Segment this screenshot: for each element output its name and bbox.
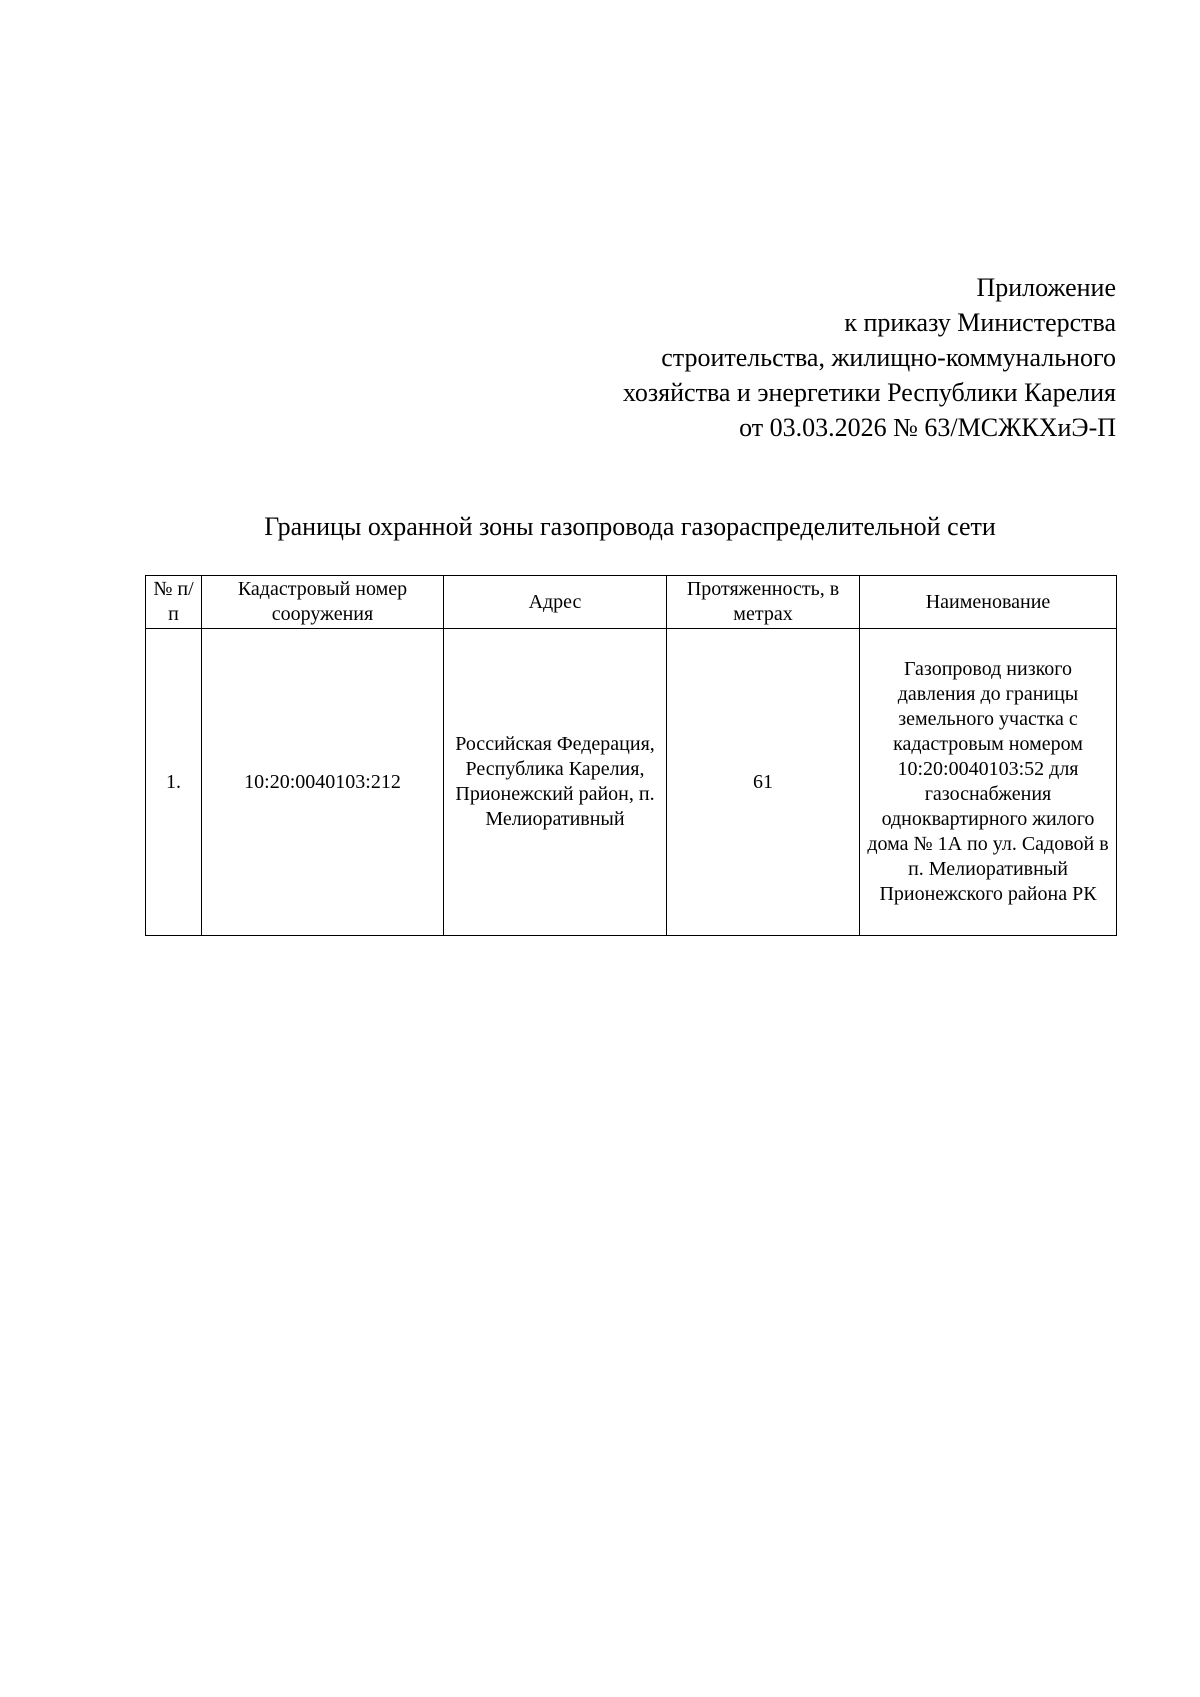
appendix-line: от 03.03.2026 № 63/МСЖКХиЭ-П xyxy=(739,413,1116,442)
appendix-line: к приказу Министерства xyxy=(844,308,1116,337)
cell-address: Российская Федерация, Республика Карелия, Прионежский район, п. Мелиоративный xyxy=(444,629,667,936)
protection-zone-table xyxy=(145,575,1117,936)
column-header-address: Адрес xyxy=(444,576,667,629)
document-title: Границы охранной зоны газопровода газораспределительной сети xyxy=(264,512,996,541)
column-header-cadastral: Кадастровый номер сооружения xyxy=(202,576,444,629)
appendix-line: хозяйства и энергетики Республики Карелия xyxy=(622,378,1116,407)
appendix-line: Приложение xyxy=(976,273,1116,302)
appendix-header xyxy=(623,270,1116,445)
table-header-row xyxy=(146,576,1117,629)
cell-cadastral: 10:20:0040103:212 xyxy=(202,629,444,936)
cell-number: 1. xyxy=(146,629,202,936)
column-header-length: Протяженность, в метрах xyxy=(667,576,860,629)
cell-length: 61 xyxy=(667,629,860,936)
appendix-line: строительства, жилищно-коммунального xyxy=(661,343,1116,372)
table-row xyxy=(146,629,1117,936)
cell-name: Газопровод низкого давления до границы земельного участка с кадастровым номером 10:20:0040103:52 для газоснабжения одноквартирного жилого дома № 1А по ул. Садовой в п. Мелиоративный Прионежского района РК xyxy=(860,629,1117,936)
column-header-number: № п/п xyxy=(146,576,202,629)
column-header-name: Наименование xyxy=(860,576,1117,629)
